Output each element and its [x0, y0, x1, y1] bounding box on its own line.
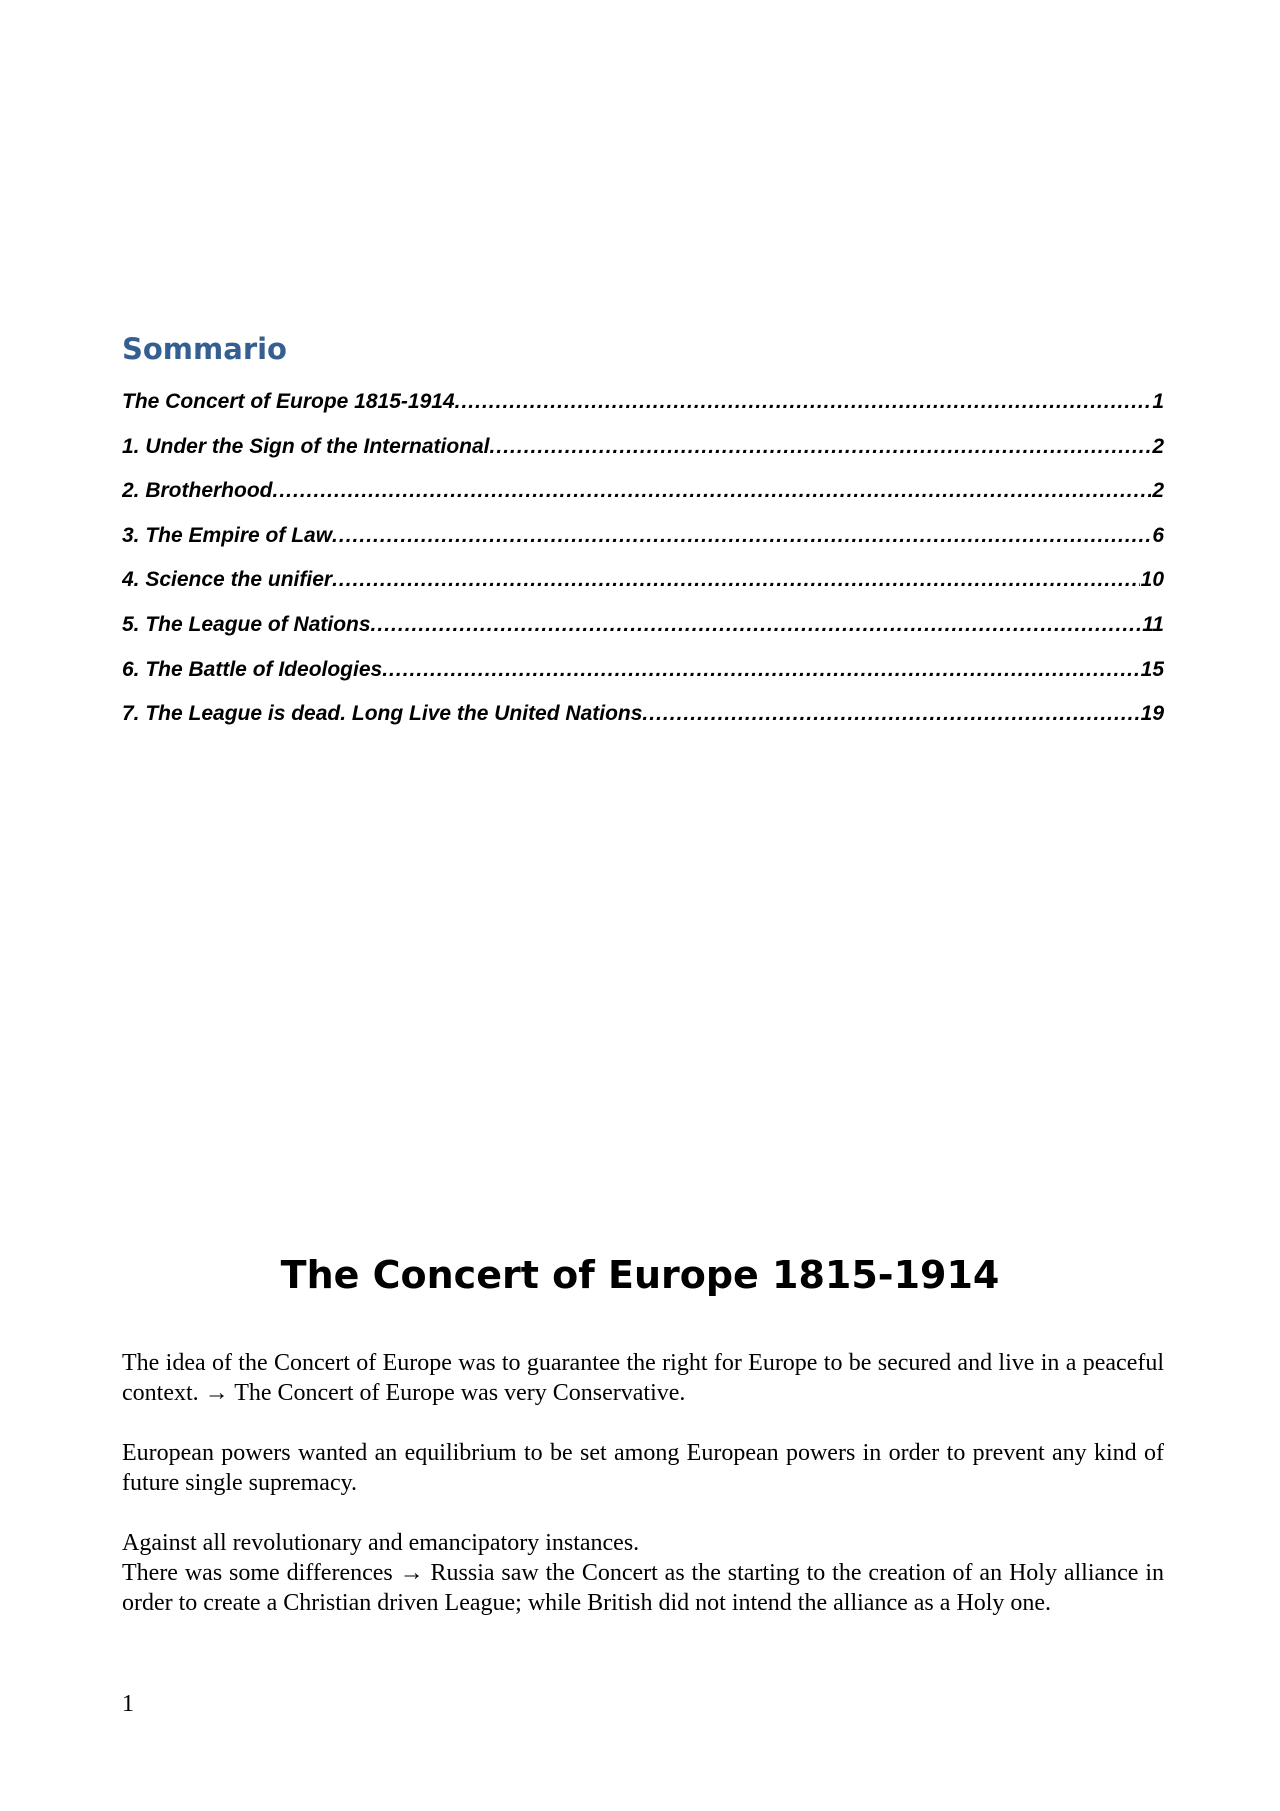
toc-entry-title: 2. Brotherhood — [122, 479, 273, 503]
document-body — [122, 1348, 1164, 1618]
toc-entry-page: 10 — [1140, 568, 1164, 592]
toc-entry-title: 4. Science the unifier — [122, 568, 333, 592]
toc-leader-dots — [371, 613, 1142, 637]
toc-entry[interactable] — [122, 568, 1164, 613]
toc-leader-dots — [273, 479, 1152, 503]
toc-entry-page: 11 — [1142, 612, 1164, 636]
toc-entry-title: 1. Under the Sign of the International — [122, 434, 490, 458]
toc-leader-dots — [332, 568, 1140, 592]
toc-entry-page: 2 — [1152, 479, 1164, 503]
toc-entry-title: 7. The League is dead. Long Live the United Nations — [122, 702, 643, 726]
toc-heading: Sommario — [122, 332, 287, 366]
toc-leader-dots — [642, 702, 1139, 726]
toc-entry[interactable] — [122, 613, 1164, 658]
toc-entry-page: 19 — [1140, 702, 1164, 726]
toc-leader-dots — [382, 658, 1139, 682]
page-number: 1 — [122, 1691, 134, 1717]
toc-entry[interactable] — [122, 658, 1164, 703]
body-paragraph: The idea of the Concert of Europe was to guarantee the right for Europe to be secured and live in a peaceful context. → The Concert of Europe was very Conservative. — [122, 1350, 1164, 1406]
toc-entry-page: 1 — [1152, 390, 1164, 413]
toc-entry-title: The Concert of Europe 1815-1914 — [122, 390, 455, 413]
toc-entry[interactable] — [122, 479, 1164, 524]
toc-entry-page: 6 — [1152, 523, 1164, 547]
toc-entry[interactable] — [122, 524, 1164, 569]
toc-entry-title: 5. The League of Nations — [122, 612, 371, 636]
toc-entry-page: 2 — [1152, 434, 1164, 458]
toc-leader-dots — [455, 390, 1152, 414]
body-paragraph: There was some differences → Russia saw the Concert as the starting to the creation of an Holy alliance in order to create a Christian driven League; while British did not intend the alliance as a Holy one. — [122, 1560, 1164, 1616]
table-of-contents — [122, 390, 1164, 747]
toc-entry-page: 15 — [1140, 657, 1164, 681]
toc-entry-title: 3. The Empire of Law — [122, 523, 333, 547]
toc-leader-dots — [332, 524, 1151, 548]
toc-entry[interactable] — [122, 390, 1164, 435]
toc-leader-dots — [490, 435, 1152, 459]
toc-entry[interactable] — [122, 702, 1164, 747]
document-title: The Concert of Europe 1815-1914 — [280, 1253, 1000, 1297]
body-paragraph: Against all revolutionary and emancipatory instances. — [122, 1530, 640, 1556]
toc-entry-title: 6. The Battle of Ideologies — [122, 657, 383, 681]
body-paragraph: European powers wanted an equilibrium to be set among European powers in order to prevent any kind of future single supremacy. — [122, 1440, 1164, 1496]
toc-entry[interactable] — [122, 435, 1164, 480]
